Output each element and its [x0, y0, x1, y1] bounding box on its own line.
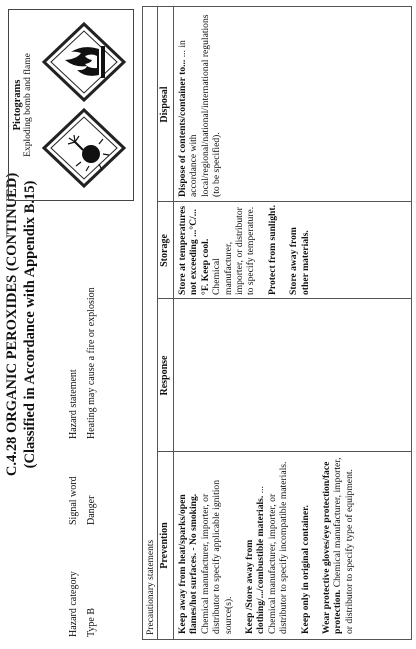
column-disposal: Disposal	[159, 86, 170, 123]
pictograms-box	[8, 9, 134, 201]
disposal-cell	[177, 11, 233, 197]
precautionary-caption: Precautionary statements	[146, 539, 156, 635]
prevention-cell	[177, 456, 365, 634]
flame-icon	[44, 24, 124, 100]
hazard-statement-label: Hazard statement	[68, 369, 79, 439]
prevention-statement: Wear protective gloves/eye protection/face protection. Chemical manufacturer, importer, or distributor to specify type of equipment.	[321, 457, 355, 634]
storage-statement: Store away from other materials.	[288, 227, 311, 295]
storage-statement: Protect from sunlight.	[266, 205, 278, 295]
hazard-category-label: Hazard category	[68, 571, 79, 637]
prevention-statement: Keep /Store away from clothing/.../combustible materials. ... Chemical manufacturer, importer, or distributor to specify incompatible materials.	[244, 461, 290, 634]
prevention-statement: Keep only in original container.	[299, 505, 311, 634]
column-storage: Storage	[159, 234, 170, 267]
hazard-statement-value: Heating may cause a fire or explosion	[86, 287, 97, 439]
storage-cell	[177, 205, 321, 295]
hazard-category-value: Type B	[86, 607, 97, 637]
pictograms-caption: Exploding bomb and flame	[23, 53, 33, 157]
column-prevention: Prevention	[159, 522, 170, 569]
pictograms-heading: Pictograms	[12, 79, 23, 131]
signal-word-value: Danger	[86, 495, 97, 525]
column-response: Response	[159, 355, 170, 396]
storage-statement: Store at temperatures not exceeding ...°C/...°F. Keep cool. Chemical manufacturer, importer, or distributor to specify temperature.	[177, 205, 257, 295]
precautionary-table	[142, 6, 412, 640]
disposal-statement: Dispose of contents/container to... ... in accordance with local/regional/national/international regulations (to be specified).	[177, 14, 223, 197]
prevention-statement: Keep away from heat/sparks/open flames/hot surfaces. - No smoking. Chemical manufacturer, importer, or distributor to specify applicable ignition source(s).	[177, 479, 234, 634]
signal-word-label: Signal word	[68, 476, 79, 525]
document-subtitle: (Classified in Accordance with Appendix B.15)	[22, 180, 38, 469]
pictograms-graphic	[39, 20, 129, 190]
exploding-bomb-icon	[44, 110, 124, 186]
document-title: C.4.28 ORGANIC PEROXIDES (CONTINUED)	[4, 172, 20, 477]
